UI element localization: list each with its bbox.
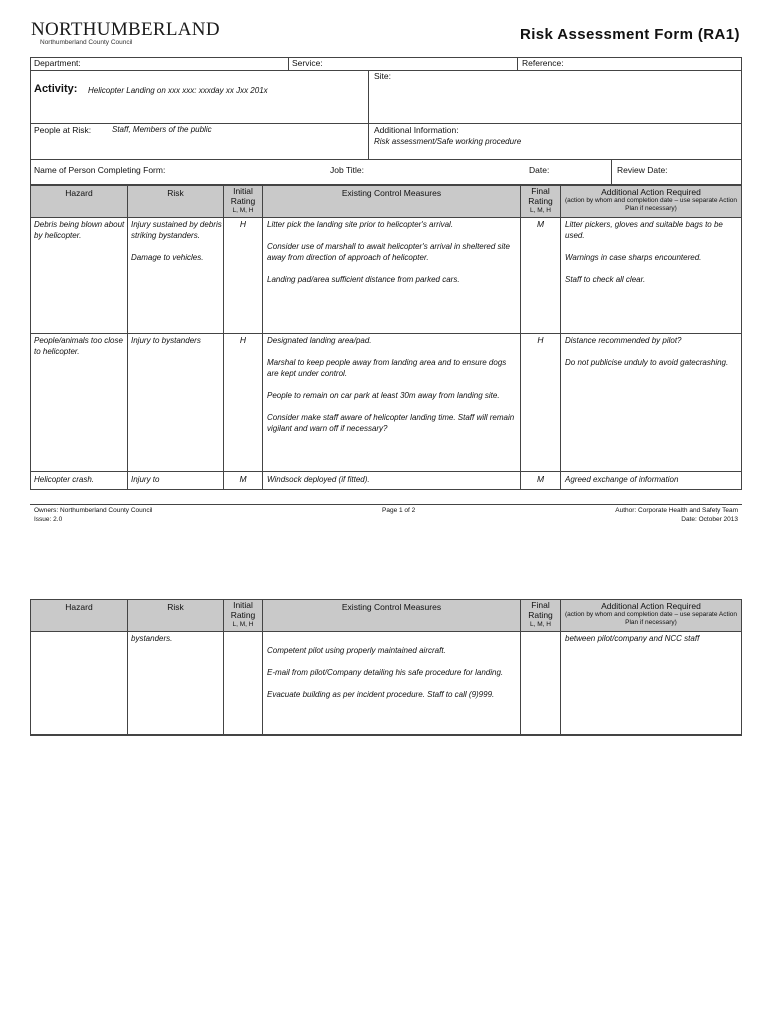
table-row-3-actions: Agreed exchange of information [565, 475, 679, 484]
table-row-1-actions: Litter pickers, gloves and suitable bags to be used. Warnings in case sharps encountered. Staff to check all clear. [565, 220, 723, 284]
table-row-3-initial: M [239, 474, 247, 484]
form-title: Risk Assessment Form (RA1) [520, 26, 740, 43]
col-risk-header: Risk [167, 188, 184, 198]
table-row-2-actions: Distance recommended by pilot? Do not publicise unduly to avoid gatecrashing. [565, 336, 729, 367]
footer-owners: Owners: Northumberland County Council [34, 507, 153, 514]
table-row-p2-risk: bystanders. [131, 634, 173, 643]
table-row-3-final: M [536, 474, 545, 484]
col-action-header: Additional Action Required (action by whom and completion date – use separate Action Plan if necessary) [565, 187, 737, 212]
additional-info-value: Risk assessment/Safe working procedure [374, 137, 522, 146]
col-hazard-header: Hazard [65, 188, 93, 198]
footer-issue: Issue: 2.0 [34, 516, 63, 523]
review-date-label: Review Date: [617, 165, 668, 175]
table-row-p2-controls: Competent pilot using properly maintained aircraft. E-mail from pilot/Company detailing his safe procedure for landing. Evacuate building as per incident procedure. Staff to call (9)999. [267, 646, 504, 699]
activity-label: Activity: [34, 83, 78, 95]
col-risk-header-p2: Risk [167, 602, 184, 612]
people-at-risk-value: Staff, Members of the public [112, 125, 212, 134]
col-initial-rating-header: Initial Rating L, M, H [230, 186, 256, 214]
site-label: Site: [374, 71, 392, 81]
table-row-3-controls: Windsock deployed (if fitted). [267, 475, 370, 484]
col-controls-header: Existing Control Measures [341, 188, 442, 198]
table-row-2-hazard: People/animals too close to helicopter. [34, 336, 123, 356]
reference-label: Reference: [522, 58, 564, 68]
col-hazard-header-p2: Hazard [65, 602, 93, 612]
activity-value: Helicopter Landing on xxx xxx: xxxday xx Jxx 201x [88, 86, 268, 95]
col-final-rating-header: Final Rating L, M, H [528, 186, 553, 214]
council-logo: NORTHUMBERLAND [31, 19, 220, 40]
table-row-2-final: H [537, 335, 544, 345]
table-row-2-risk: Injury to bystanders [131, 336, 201, 345]
table-row-3-risk: Injury to [131, 475, 160, 484]
table-row-2-initial: H [239, 335, 247, 345]
table-row-1-controls: Litter pick the landing site prior to helicopter's arrival. Consider use of marshall to await helicopter's arrival in sheltered site away from direction of approach of helicopter. Landing pad/area sufficient distance from parked cars. [267, 220, 510, 284]
footer-rule [30, 504, 742, 505]
table-row-1-initial: H [239, 219, 247, 229]
footer-author: Author: Corporate Health and Safety Team [615, 507, 738, 514]
name-label: Name of Person Completing Form: [34, 165, 166, 175]
date-label: Date: [529, 165, 550, 175]
footer-date: Date: October 2013 [681, 516, 738, 523]
department-label: Department: [34, 58, 81, 68]
people-at-risk-label: People at Risk: [34, 125, 92, 135]
footer-page: Page 1 of 2 [382, 507, 416, 514]
col-final-rating-header-p2: Final Rating L, M, H [528, 600, 553, 628]
table-row-1-final: M [536, 219, 545, 229]
additional-info-label: Additional Information: [374, 125, 459, 135]
table-row-1-hazard: Debris being blown about by helicopter. [34, 220, 125, 240]
table-row-3-hazard: Helicopter crash. [34, 475, 95, 484]
col-controls-header-p2: Existing Control Measures [341, 602, 442, 612]
col-initial-rating-header-p2: Initial Rating L, M, H [230, 600, 256, 628]
table-row-p2-actions: between pilot/company and NCC staff [565, 634, 700, 643]
job-title-label: Job Title: [330, 165, 365, 175]
council-logo-subtitle: Northumberland County Council [40, 39, 133, 46]
table-row-1-risk: Injury sustained by debris striking bystanders. Damage to vehicles. [131, 220, 222, 262]
table-row-2-controls: Designated landing area/pad. Marshal to keep people away from landing area and to ensure dogs are kept under control. People to remain on car park at least 30m away from landing site. Consider make staff aware of helicopter landing time. Staff will remain vigilant and warn off if necessary? [267, 336, 515, 433]
service-label: Service: [292, 58, 323, 68]
col-action-header-p2: Additional Action Required (action by whom and completion date – use separate Action Plan if necessary) [565, 601, 737, 626]
